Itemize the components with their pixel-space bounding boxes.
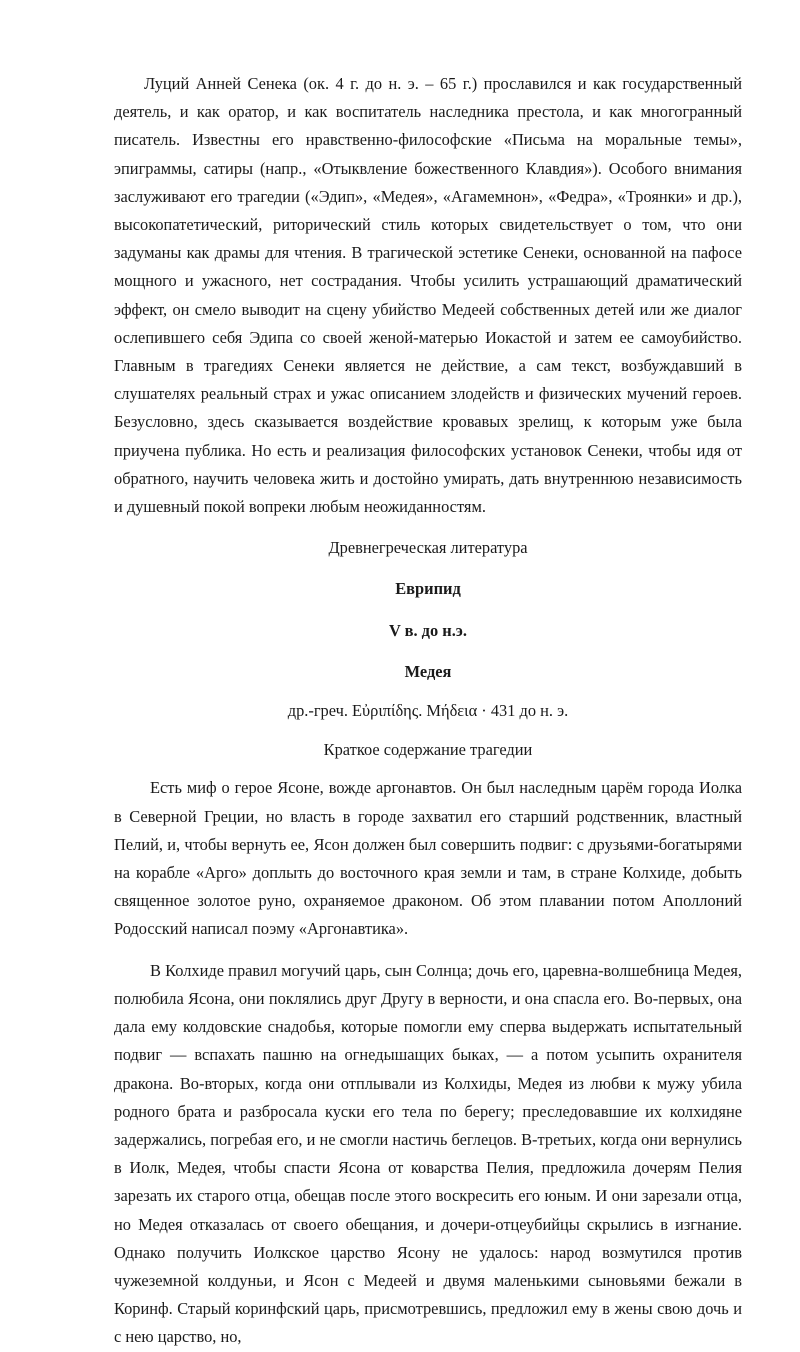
summary-paragraph: Есть миф о герое Ясоне, вожде аргонавтов. Он был наследным царём города Иолка в Северной Греции, но власть в городе захватил его старший родственник, властный Пелий, и, чтобы вернуть ее, Ясон должен был совершить подвиг: с друзьями-богатырями на корабле «Арго» доплыть до восточного края земли и там, в стране Колхиде, добыть священное золотое руно, охраняемое драконом. Об этом плавании потом Аполлоний Родосский написал поэму «Аргонавтика». bbox=[114, 778, 742, 939]
author-heading: Еврипид bbox=[395, 579, 461, 599]
era-heading: V в. до н.э. bbox=[389, 620, 467, 640]
summary-heading: Краткое содержание трагедии bbox=[323, 740, 533, 760]
intro-paragraph: Луций Анней Сенека (ок. 4 г. до н. э. – 65 г.) прославился и как государственный деятель, и как оратор, и как воспитатель наследника престола, и как многогранный писатель. Известны его нравственно-философские «Письма на моральные темы», эпиграммы, сатиры (напр., «Отыквление божественного Клавдия»). Особого внимания заслуживают его трагедии («Эдип», «Медея», «Агамемнон», «Федра», «Троянки» и др.), высокопатетический, риторический стиль которых свидетельствует о том, что они задуманы как драмы для чтения. В трагической эстетике Сенеки, основанной на пафосе мощного и ужасного, нет сострадания. Чтобы усилить устрашающий драматический эффект, он смело выводит на сцену убийство Медеей собственных детей или же диалог ослепившего себя Эдипа со своей женой-матерью Иокастой и затем ее самоубийство. Главным в трагедиях Сенеки является не действие, а сам текст, возбуждавший в слушателях реальный страх и ужас описанием злодейств и физических мучений героев. Безусловно, здесь сказывается воздействие кровавых зрелищ, к которым уже была приучена публика. Но есть и реализация философских установок Сенеки, чтобы идя от обратного, научить человека жить и достойно умирать, дать внутреннюю независимость и душевный покой вопреки любым неожиданностям. bbox=[114, 74, 742, 517]
original-title: др.-греч. Εὐριπίδης. Μήδεια · 431 до н. э. bbox=[287, 701, 569, 721]
section-label: Древнегреческая литература bbox=[328, 538, 528, 558]
document-page bbox=[114, 70, 742, 1352]
summary-paragraph: В Колхиде правил могучий царь, сын Солнца; дочь его, царевна-волшебница Медея, полюбила Ясона, они поклялись друг Другу в верности, и она спасла его. Во-первых, она дала ему колдовские снадобья, которые помогли ему сперва выдержать испытательный подвиг — вспахать пашню на огнедышащих быках, — а потом усыпить охранителя дракона. Во-вторых, когда они отплывали из Колхиды, Медея из любви к мужу убила родного брата и разбросала куски его тела по берегу; преследовавшие их колхидяне задержались, погребая его, и не смогли настичь беглецов. В-третьих, когда они вернулись в Иолк, Медея, чтобы спасти Ясона от коварства Пелия, предложила дочерям Пелия зарезать их старого отца, обещав после этого воскресить его юным. И они зарезали отца, но Медея отказалась от своего обещания, и дочери-отцеубийцы скрылись в изгнание. Однако получить Иолкское царство Ясону не удалось: народ возмутился против чужеземной колдуньи, и Ясон с Медеей и двумя маленькими сыновьями бежали в Коринф. Старый коринфский царь, присмотревшись, предложил ему в жены свою дочь и с нею царство, но, bbox=[114, 960, 742, 1347]
work-title: Медея bbox=[404, 661, 452, 681]
